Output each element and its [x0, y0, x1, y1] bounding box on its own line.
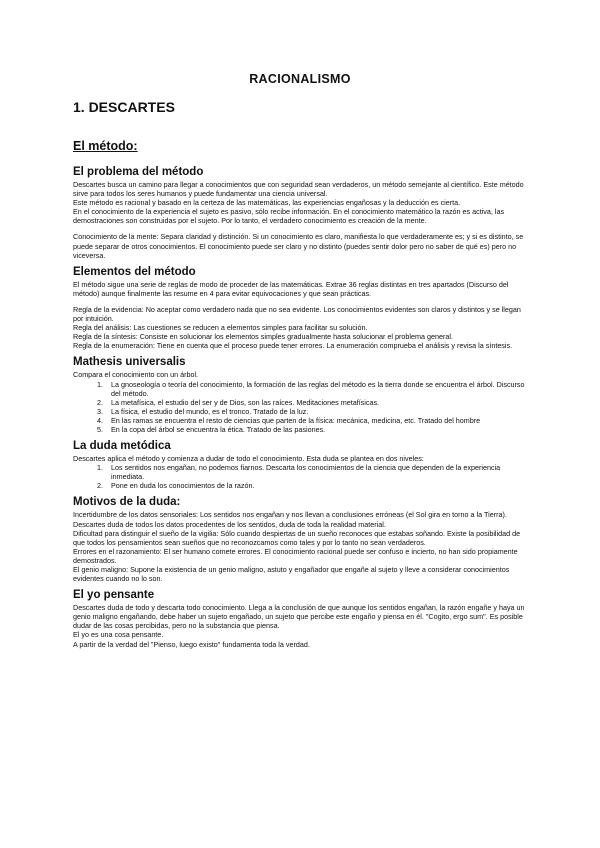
- section-problema: [73, 166, 533, 260]
- section-duda: [73, 440, 533, 490]
- paragraph: A partir de la verdad del "Pienso, luego existo" fundamenta toda la verdad.: [73, 639, 310, 649]
- paragraph: Compara el conocimiento con un árbol.: [73, 370, 199, 380]
- section-yo: [73, 589, 533, 648]
- list-item: 4. En las ramas se encuentra el resto de ciencias que parten de la física: mecánica, medicina, etc. Tratado del hombre: [105, 416, 533, 425]
- rule-evidencia: Regla de la evidencia: No aceptar como verdadero nada que no sea evidente. Los conocimientos evidentes son claros y distintos y se llegan por intuición.: [73, 304, 521, 324]
- heading-problema: El problema del método: [73, 166, 204, 178]
- document-title: RACIONALISMO: [249, 72, 351, 86]
- paragraph: Dificultad para distinguir el sueño de la vigilia: Sólo cuando despiertas de un sueño reconoces que estabas soñando. Existe la posibilidad de que todos los pensamientos sean sueños que no reconozcamos como tales y por lo tanto no sean verdaderos.: [73, 528, 521, 547]
- list-item: 1. Los sentidos nos engañan, no podemos fiarnos. Descarta los conocimientos de la ciencia que dependen de la experiencia inmediata.: [105, 463, 533, 481]
- list-item: 5. En la copa del árbol se encuentra la ética. Tratado de las pasiones.: [105, 425, 533, 434]
- section-title: 1. DESCARTES: [73, 99, 175, 115]
- duda-list: [73, 463, 533, 490]
- mathesis-list: [73, 380, 533, 435]
- paragraph: El yo es una cosa pensante.: [73, 630, 164, 640]
- list-item: 3. La física, el estudio del mundo, es el tronco. Tratado de la luz.: [105, 407, 533, 416]
- section-mathesis: [73, 356, 533, 434]
- list-item: 2. La metafísica, el estudio del ser y de Dios, son las raíces. Meditaciones metafísicas.: [105, 398, 533, 407]
- paragraph: Este método es racional y basado en la certeza de las matemáticas, las experiencias engañosas y la deducción es cierta.: [73, 198, 461, 208]
- heading-mathesis: Mathesis universalis: [73, 356, 186, 369]
- list-item: 2. Pone en duda los conocimientos de la razón.: [105, 481, 533, 490]
- heading-motivos: Motivos de la duda:: [73, 496, 181, 509]
- paragraph: Descartes duda de todo y descarta todo conocimiento. Llega a la conclusión de que aunque los sentidos engañan, la razón engañe y haya un genio maligno engañando, debe haber un sujeto engañado, un sujeto que percibe este engaño y piensa en él. "Cogito, ergo sum". Es posible dudar de las cosas percibidas, pero no la substancia que piensa.: [73, 603, 525, 631]
- paragraph: Conocimiento de la mente: Separa claridad y distinción. Si un conocimiento es claro, manifiesta lo que verdaderamente es; y si es distinto, se puede separar de otros conocimientos. El conocimiento puede ser claro y no distinto (puedes sentir dolor pero no saber de qué es) pero no viceversa.: [73, 232, 524, 260]
- section-motivos: [73, 496, 533, 583]
- paragraph: Errores en el razonamiento: El ser humano comete errores. El conocimiento racional puede ser confuso e incierto, no han sido propiamente demostrados.: [73, 546, 518, 565]
- rule-sintesis: Regla de la síntesis: Consiste en solucionar los elementos simples gradualmente hasta solucionar el problema general.: [73, 332, 453, 342]
- paragraph: Descartes aplica el método y comienza a dudar de todo el conocimiento. Esta duda se plantea en dos niveles:: [73, 454, 424, 464]
- heading-yo: El yo pensante: [73, 589, 155, 602]
- paragraph: En el conocimiento de la experiencia el sujeto es pasivo, sólo recibe información. En el conocimiento matemático la razón es activa, las demostraciones son construidas por el sujeto. Por lo tanto, el verdadero conocimiento es creación de la mente.: [73, 207, 505, 226]
- paragraph: El genio maligno: Supone la existencia de un genio maligno, astuto y engañador que engañe al sujeto y lleve a considerar conocimientos evidentes cuando no lo son.: [73, 565, 510, 584]
- paragraph: Incertidumbre de los datos sensoriales: Los sentidos nos engañan y nos llevan a conclusiones erróneas (el Sol gira en torno a la Tierra). Descartes duda de todos los datos procedentes de los sentidos, duda de toda la realidad material.: [73, 510, 507, 529]
- document-content: [73, 166, 533, 655]
- rule-analisis: Regla del análisis: Las cuestiones se reducen a elementos simples para facilitar su solución.: [73, 323, 368, 333]
- heading-duda: La duda metódica: [73, 440, 171, 453]
- paragraph: El método sigue una serie de reglas de modo de proceder de las matemáticas. Extrae 36 reglas distintas en tres apartados (Discurso del método) aunque finalmente las resume en 4 para evitar equivocaciones y que sean prácticas.: [73, 279, 509, 298]
- heading-elementos: Elementos del método: [73, 265, 196, 278]
- section-elementos: [73, 266, 533, 351]
- paragraph: Descartes busca un camino para llegar a conocimientos que con seguridad sean verdaderos, un método semejante al científico. Este método sirve para todos los seres humanos y puede fundamentar una ciencia universal.: [73, 180, 524, 199]
- rule-enumeracion: Regla de la enumeración: Tiene en cuenta que el proceso puede tener errores. La enumeración comprueba el análisis y revisa la síntesis.: [73, 341, 513, 351]
- subsection-title: El método:: [73, 139, 138, 153]
- list-item: 1. La gnoseología o teoría del conocimiento, la formación de las reglas del método es la tierra donde se encuentra el árbol. Discurso del método.: [105, 380, 533, 398]
